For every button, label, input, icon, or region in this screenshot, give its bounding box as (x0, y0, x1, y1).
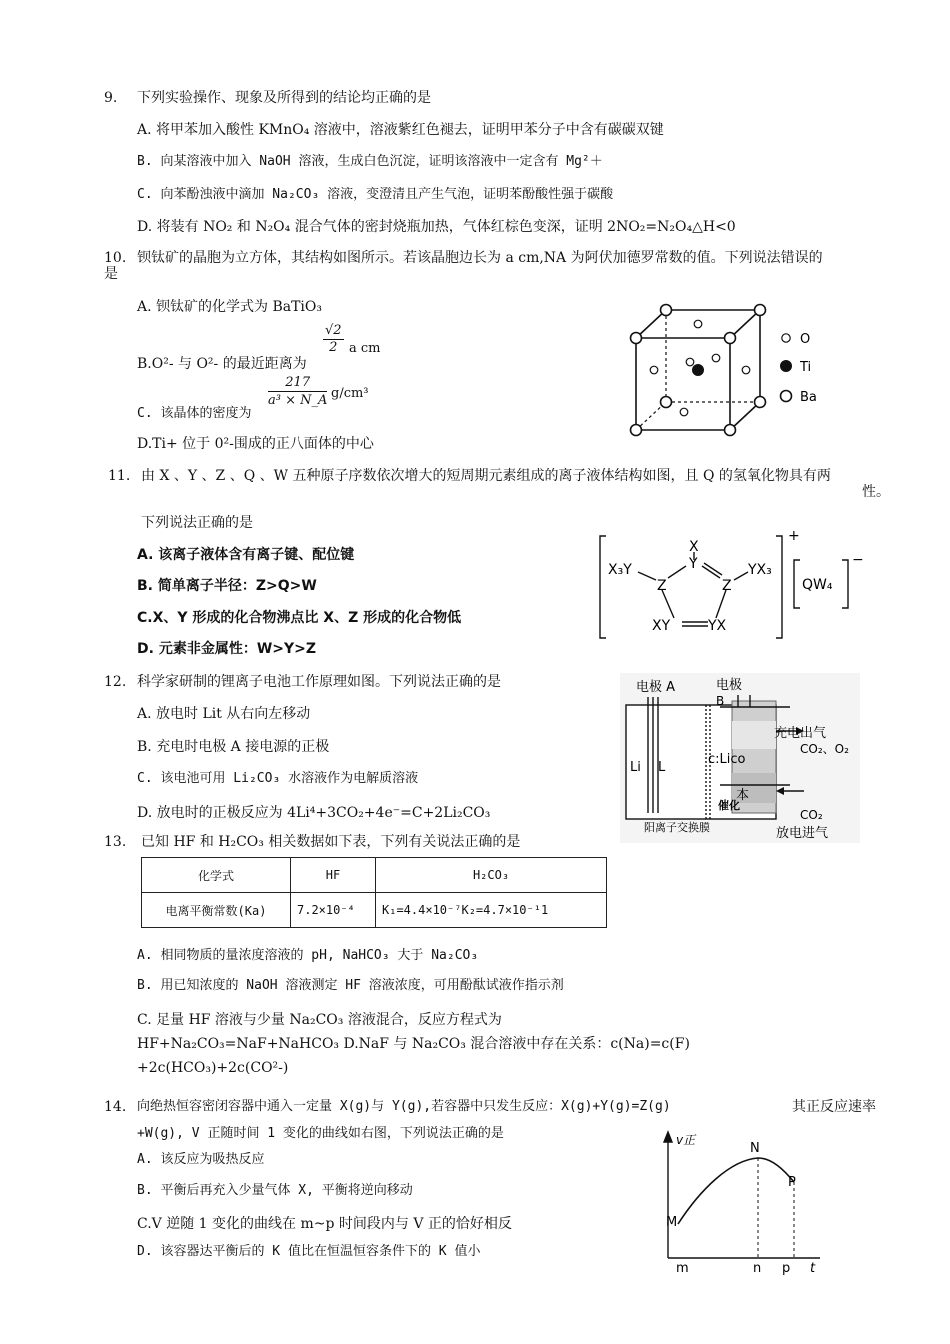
o-atom (650, 366, 658, 374)
battery-charge-out: 充电出气 (774, 726, 827, 741)
ba-atom (661, 305, 672, 316)
battery-figure (620, 673, 860, 843)
ba-atom (661, 397, 672, 408)
table-header-h2co3: H₂CO₃ (376, 858, 607, 893)
table-row (142, 858, 607, 893)
struct-charge-minus: − (852, 552, 864, 568)
graph-axis-t: t (810, 1261, 816, 1276)
battery-licoo-label: c:Lico (708, 752, 746, 767)
q10-option-c: C. 该晶体的密度为 (137, 406, 252, 421)
ba-atom (755, 397, 766, 408)
table-header-hf: HF (291, 858, 376, 893)
battery-co2-label: CO₂ (800, 808, 823, 822)
q14-stem-right: 其正反应速率 (792, 1099, 876, 1115)
q11-stem-cont: 性。 (862, 484, 890, 500)
graph-point-n: N (750, 1141, 760, 1156)
battery-ben-label: 本 (736, 788, 750, 803)
q13-option-c: C. 足量 HF 溶液与少量 Na₂CO₃ 溶液混合，反应方程式为 (137, 1012, 502, 1028)
struct-bottom-right: YX (708, 618, 727, 634)
graph-point-p: P (788, 1175, 796, 1190)
q9-option-c: C. 向苯酚浊液中滴加 Na₂CO₃ 溶液，变澄清且产生气泡，证明苯酚酸性强于碳酸 (137, 187, 614, 202)
q10-option-b: B.O²- 与 O²- 的最近距离为 (137, 356, 307, 372)
struct-left-group: X₃Y (608, 562, 632, 578)
q9-option-d: D. 将装有 NO₂ 和 N₂O₄ 混合气体的密封烧瓶加热，气体红棕色变深，证明 2NO₂=N₂O₄△H<0 (137, 219, 736, 235)
q11-option-a: A. 该离子液体含有离子键、配位键 (137, 547, 355, 563)
o-atom (680, 408, 688, 416)
o-atom (694, 320, 702, 328)
q10-stem: 钡钛矿的晶胞为立方体，其结构如图所示。若该晶胞边长为 a cm,NA 为阿伏加德罗常数的值。下列说法错误的 (137, 250, 823, 266)
legend-o-icon (782, 334, 790, 342)
rate-time-graph (660, 1130, 840, 1275)
q10-option-a: A. 钡钛矿的化学式为 BaTiO₃ (137, 299, 323, 315)
o-atom (742, 366, 750, 374)
battery-catalyst-label: 催化 (718, 799, 740, 812)
table-header-formula: 化学式 (142, 858, 291, 893)
graph-point-m: M (666, 1215, 678, 1230)
q13-option-b: B. 用已知浓度的 NaOH 溶液测定 HF 溶液浓度，可用酚酞试液作指示剂 (137, 978, 564, 993)
q10-stem-cont: 是 (104, 266, 118, 282)
q12-option-a: A. 放电时 Lit 从右向左移动 (137, 706, 311, 722)
q10-b-fraction (323, 323, 344, 356)
struct-right-group: YX₃ (748, 562, 772, 578)
q10-c-numerator: 217 (268, 374, 327, 392)
q14-option-b: B. 平衡后再充入少量气体 X, 平衡将逆向移动 (137, 1183, 413, 1198)
q14-option-d: D. 该容器达平衡后的 K 值比在恒温恒容条件下的 K 值小 (137, 1244, 481, 1259)
struct-z-right: Z (722, 578, 732, 594)
ba-atom (725, 333, 736, 344)
q11-number: 11. (108, 468, 131, 484)
q10-b-numerator: √2 (325, 323, 342, 338)
struct-y-top: Y (689, 556, 698, 572)
q10-number: 10. (104, 250, 127, 266)
q10-c-denominator: a³ × N_A (268, 393, 328, 408)
ti-atom (692, 364, 704, 376)
q10-c-fraction (268, 374, 327, 409)
q10-c-unit: g/cm³ (331, 386, 369, 401)
q9-option-b: B. 向某溶液中加入 NaOH 溶液，生成白色沉淀，证明该溶液中一定含有 Mg²＋ (137, 154, 603, 169)
q14-option-c: C.V 逆随 1 变化的曲线在 m~p 时间段内与 V 正的恰好相反 (137, 1216, 512, 1232)
q10-option-d: D.Ti+ 位于 0²-围成的正八面体的中心 (137, 436, 374, 452)
battery-li-label: Li (630, 760, 641, 775)
legend-ti-icon (780, 360, 792, 372)
q12-number: 12. (104, 674, 127, 690)
battery-electrode-a: 电极 A (636, 680, 676, 695)
q11-stem: 由 X 、Y 、Z 、Q 、W 五种原子序数依次增大的短周期元素组成的离子液体结构如图，且 Q 的氢氧化物具有两 (141, 468, 831, 484)
graph-tick-p: p (782, 1261, 791, 1276)
battery-gas-out: CO₂、O₂ (800, 742, 849, 756)
q10-b-unit: a cm (349, 341, 381, 356)
struct-charge-plus: + (788, 528, 800, 544)
q9-stem: 下列实验操作、现象及所得到的结论均正确的是 (137, 90, 431, 106)
graph-tick-n: n (753, 1261, 762, 1276)
crystal-cell-figure (626, 302, 846, 442)
battery-l-label: L (658, 760, 666, 775)
q13-data-table (141, 857, 607, 928)
graph-ylabel: v正 (676, 1133, 696, 1147)
q11-option-c: C.X、Y 形成的化合物沸点比 X、Z 形成的化合物低 (137, 610, 462, 626)
q14-number: 14. (104, 1099, 127, 1115)
legend-o-label: O (800, 332, 811, 347)
battery-membrane-label: 阳离子交换膜 (644, 821, 710, 834)
q14-stem-cont: +W(g), V 正随时间 1 变化的曲线如右图，下列说法正确的是 (137, 1126, 504, 1141)
q9-number: 9. (104, 90, 118, 106)
q13-option-c-cont2: +2c(HCO₃)+2c(CO²-) (137, 1060, 289, 1076)
q13-number: 13. (104, 834, 127, 850)
q12-option-c: C. 该电池可用 Li₂CO₃ 水溶液作为电解质溶液 (137, 771, 419, 786)
q14-stem: 向绝热恒容密闭容器中通入一定量 X(g)与 Y(g),若容器中只发生反应：X(g)+Y(g)=Z(g) (137, 1099, 671, 1114)
o-atom (686, 358, 694, 366)
table-cell-hf-ka: 7.2×10⁻⁴ (291, 893, 376, 928)
q9-option-a: A. 将甲苯加入酸性 KMnO₄ 溶液中，溶液紫红色褪去，证明甲苯分子中含有碳碳双键 (137, 122, 664, 138)
struct-z-left: Z (657, 578, 667, 594)
table-row (142, 893, 607, 928)
o-atom (712, 354, 720, 362)
q13-stem: 已知 HF 和 H₂CO₃ 相关数据如下表，下列有关说法正确的是 (141, 834, 521, 850)
q10-b-denominator: 2 (329, 340, 338, 355)
ba-atom (755, 305, 766, 316)
legend-ba-label: Ba (800, 390, 817, 405)
ba-atom (631, 333, 642, 344)
battery-discharge-in: 放电进气 (776, 826, 829, 841)
graph-tick-m: m (676, 1261, 689, 1276)
battery-electrode-b2: B (716, 694, 725, 708)
q13-option-c-cont: HF+Na₂CO₃=NaF+NaHCO₃ D.NaF 与 Na₂CO₃ 混合溶液中存在关系：c(Na)=c(F) (137, 1036, 690, 1052)
struct-x-top: X (689, 539, 699, 555)
q12-stem: 科学家研制的锂离子电池工作原理如图。下列说法正确的是 (137, 674, 501, 690)
battery-electrode-b: 电极 (716, 678, 743, 693)
q12-option-b: B. 充电时电极 A 接电源的正极 (137, 739, 330, 755)
table-cell-ka-label: 电离平衡常数(Ka) (142, 893, 291, 928)
ba-atom (631, 425, 642, 436)
ba-atom (725, 425, 736, 436)
q12-option-d: D. 放电时的正极反应为 4Li⁴+3CO₂+4e⁻=C+2Li₂CO₃ (137, 805, 491, 821)
q11-stem-question: 下列说法正确的是 (141, 515, 253, 531)
ionic-liquid-structure-figure (596, 526, 871, 642)
legend-ba-icon (781, 391, 792, 402)
legend-ti-label: Ti (800, 360, 812, 375)
q11-option-b: B. 简单离子半径：Z>Q>W (137, 578, 317, 594)
struct-bottom-left: XY (652, 618, 671, 634)
q13-option-a: A. 相同物质的量浓度溶液的 pH, NaHCO₃ 大于 Na₂CO₃ (137, 948, 479, 963)
q11-option-d: D. 元素非金属性：W>Y>Z (137, 641, 317, 657)
table-cell-h2co3-ka: K₁=4.4×10⁻⁷K₂=4.7×10⁻¹1 (376, 893, 607, 928)
struct-anion: QW₄ (802, 577, 833, 593)
q14-option-a: A. 该反应为吸热反应 (137, 1152, 265, 1167)
